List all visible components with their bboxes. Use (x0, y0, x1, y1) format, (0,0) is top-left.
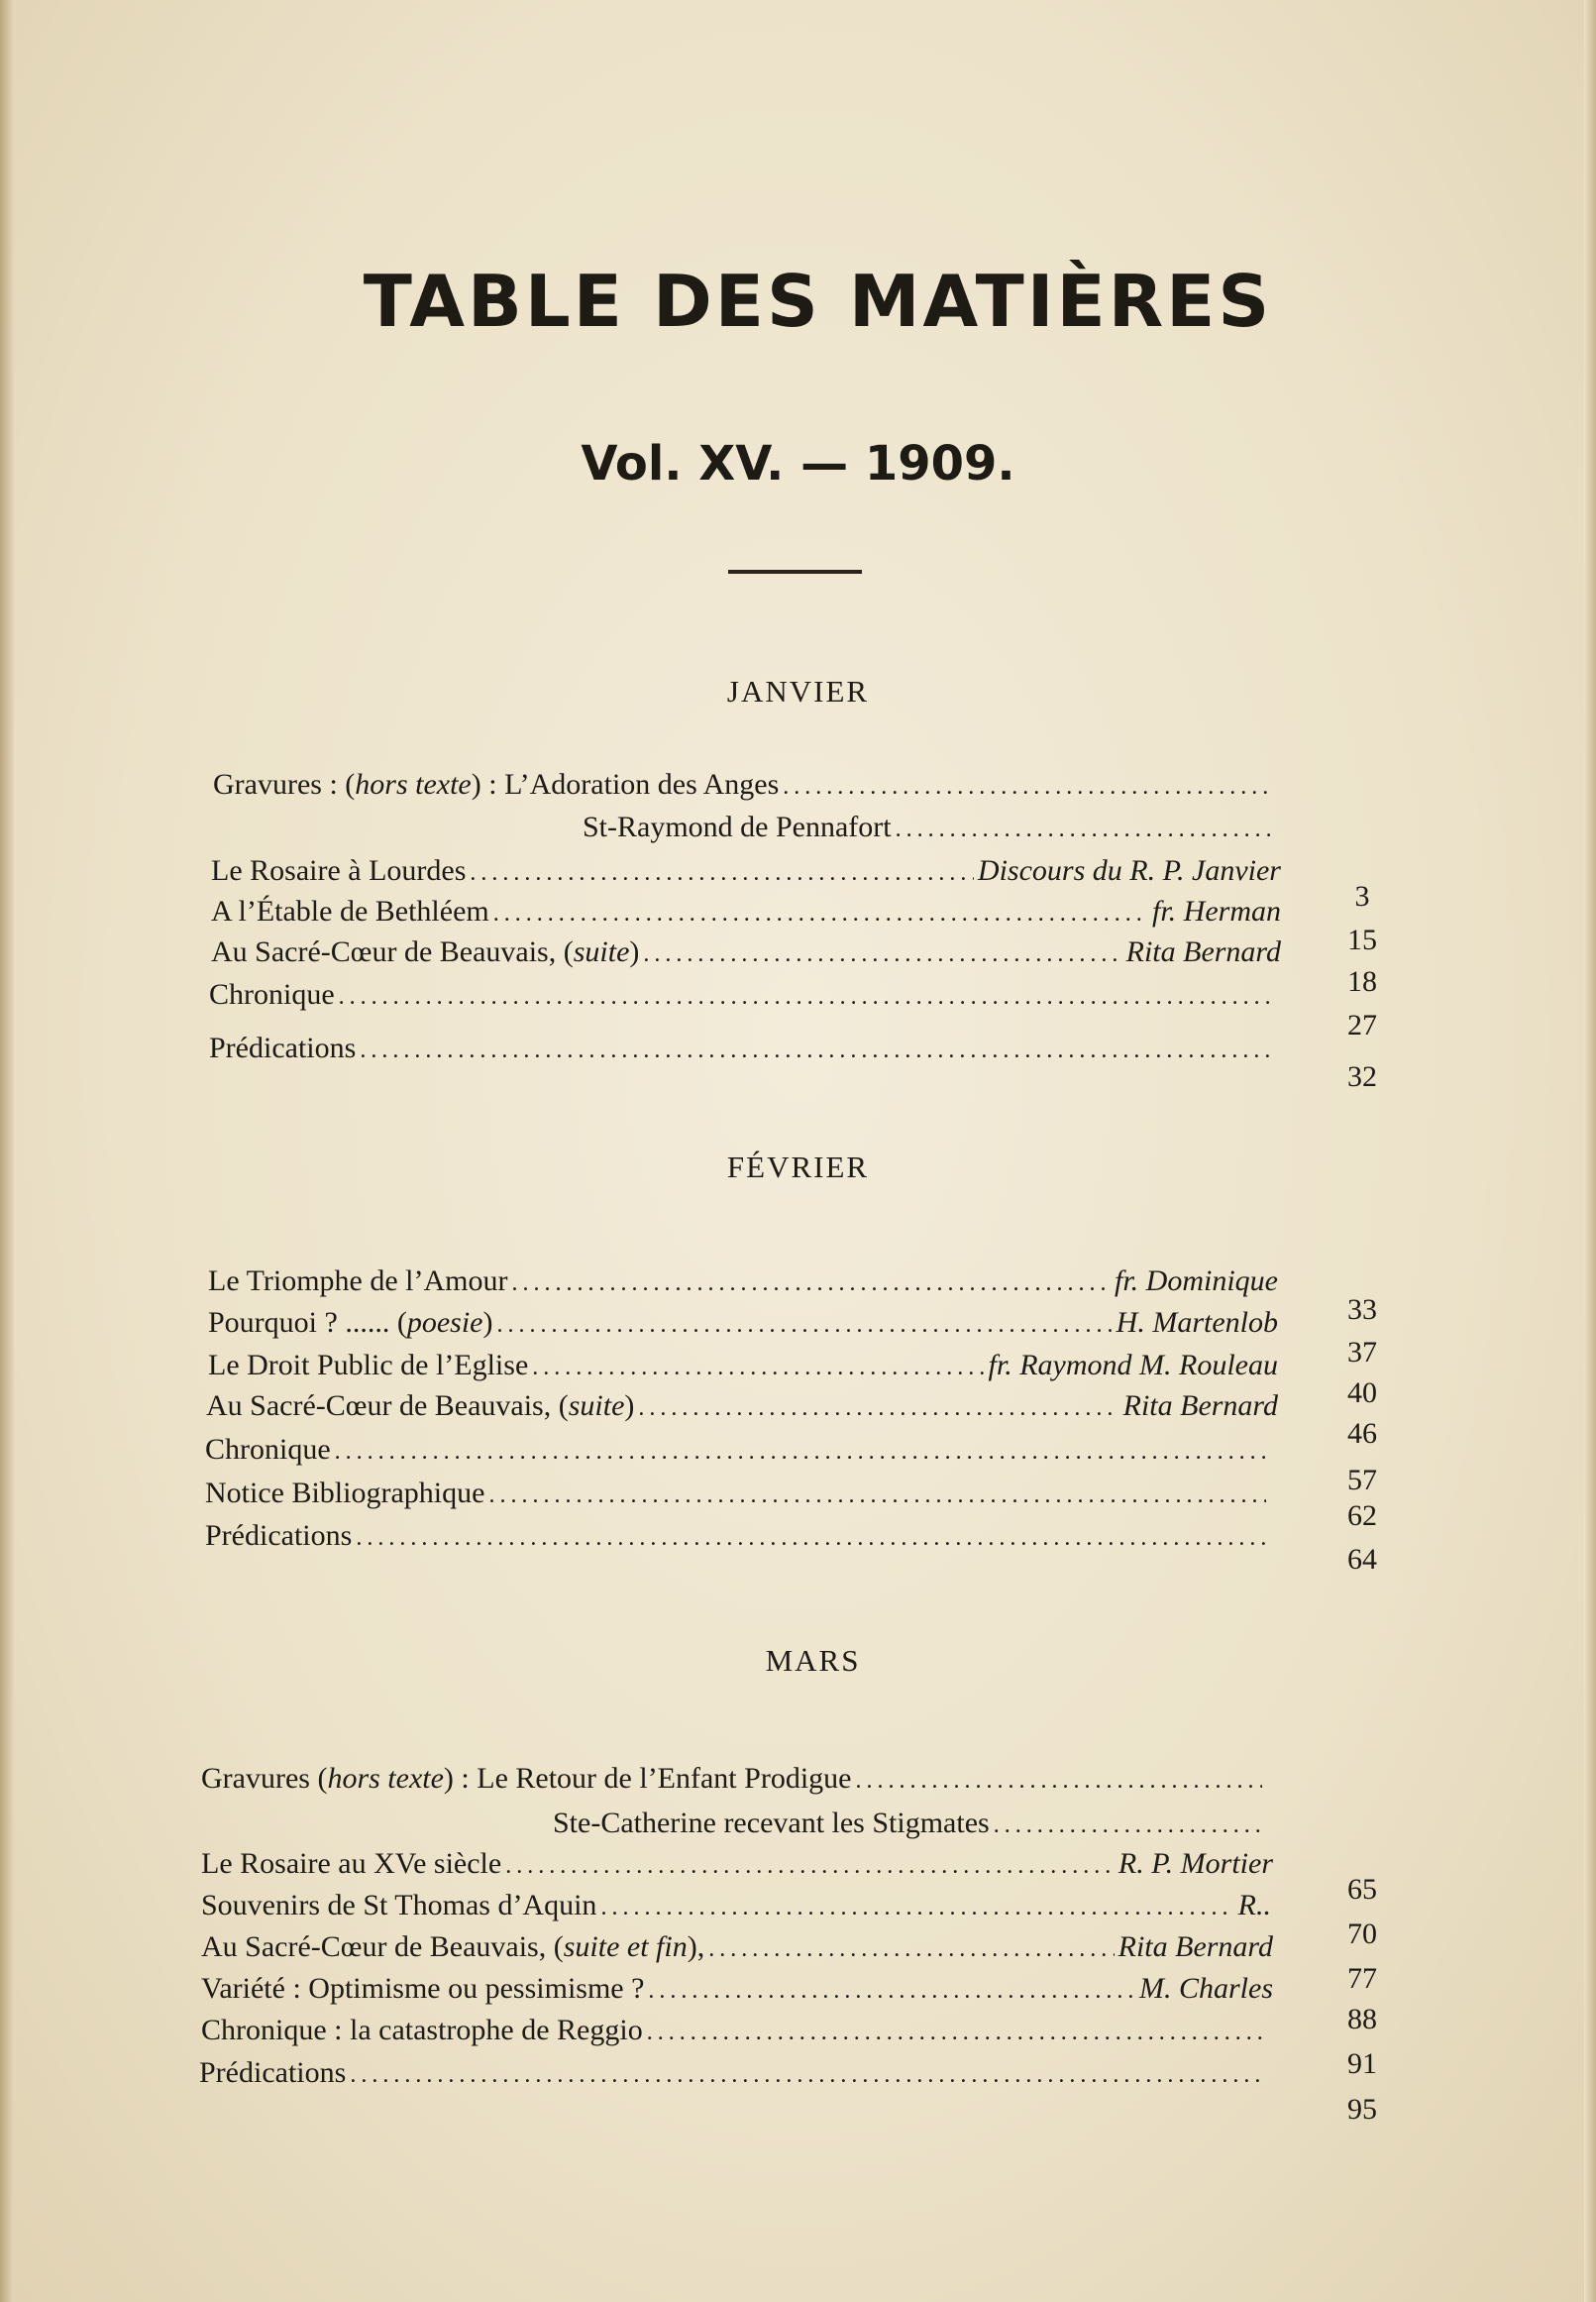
author: fr. Raymond M. Rouleau (988, 1349, 1278, 1381)
page-number: 64 (1347, 1543, 1377, 1576)
toc-entry: Le Rosaire au XVe siècle ..... R. P. Mortier (201, 1847, 1273, 1887)
toc-entry: Gravures (hors texte) : Le Retour de l’Enfant Prodigue ..... (201, 1762, 1266, 1802)
toc-entry: Au Sacré-Cœur de Beauvais, (suite) ..... Rita Bernard (211, 935, 1281, 975)
author: fr. Herman (1151, 895, 1281, 928)
toc-entry: Prédications ..... (199, 2056, 1266, 2096)
toc-entry: Chronique ..... (205, 1433, 1270, 1473)
divider-rule (728, 570, 862, 574)
page-title: TABLE DES MATIÈRES (363, 260, 1273, 343)
toc-entry: Prédications ..... (209, 1032, 1274, 1071)
toc-entry: Le Droit Public de l’Eglise ..... fr. Raymond M. Rouleau (208, 1349, 1278, 1388)
page-number: 91 (1347, 2047, 1377, 2080)
page-number: 46 (1347, 1417, 1377, 1450)
author: R. P. Mortier (1117, 1847, 1273, 1880)
page-number: 57 (1347, 1464, 1377, 1496)
toc-entry: Notice Bibliographique ..... (205, 1477, 1270, 1516)
toc-entry: Prédications ..... (205, 1519, 1270, 1559)
author: Rita Bernard (1122, 1389, 1278, 1422)
month-heading-janvier: JANVIER (726, 674, 870, 709)
toc-entry: Chronique : la catastrophe de Reggio ..... (201, 2014, 1266, 2053)
toc-entry: Le Rosaire à Lourdes ..... Discours du R. P. Janvier (211, 854, 1281, 894)
page-number: 15 (1347, 924, 1377, 956)
page-number: 40 (1347, 1376, 1377, 1409)
toc-entry: A l’Étable de Bethléem ..... fr. Herman (211, 895, 1281, 934)
toc-entry: Pourquoi ? ...... (poesie) ..... H. Martenlob (208, 1306, 1278, 1346)
page-number: 65 (1347, 1873, 1377, 1906)
page-number: 18 (1347, 965, 1377, 998)
page-number: 27 (1347, 1009, 1377, 1041)
toc-entry: Souvenirs de St Thomas d’Aquin ..... R.. (201, 1889, 1271, 1928)
author: Rita Bernard (1125, 935, 1281, 968)
toc-entry: St-Raymond de Pennafort ..... (583, 811, 1278, 850)
page-number: 32 (1347, 1060, 1377, 1093)
page-number: 88 (1347, 2003, 1377, 2035)
page-number: 33 (1347, 1293, 1377, 1326)
month-heading-mars: MARS (765, 1643, 861, 1678)
author: Discours du R. P. Janvier (977, 854, 1281, 887)
author: R.. (1237, 1889, 1271, 1921)
toc-entry: Au Sacré-Cœur de Beauvais, (suite) ..... Rita Bernard (206, 1389, 1278, 1429)
author: fr. Dominique (1115, 1264, 1278, 1297)
author: H. Martenlob (1116, 1306, 1278, 1339)
page-number: 3 (1354, 880, 1370, 913)
page-number: 70 (1347, 1918, 1377, 1950)
page-number: 77 (1347, 1962, 1377, 1995)
volume-subtitle: Vol. XV. — 1909. (581, 436, 1015, 492)
page-number: 62 (1347, 1499, 1377, 1532)
toc-entry: Au Sacré-Cœur de Beauvais, (suite et fin), ..... Rita Bernard (201, 1930, 1273, 1970)
author: M. Charles (1139, 1972, 1273, 2005)
toc-entry: Variété : Optimisme ou pessimisme ? ..... M. Charles (201, 1972, 1273, 2012)
page-number: 37 (1347, 1336, 1377, 1369)
toc-entry: Ste-Catherine recevant les Stigmates ..... (553, 1807, 1266, 1846)
author: Rita Bernard (1117, 1930, 1273, 1963)
toc-entry: Gravures : (hors texte) : L’Adoration des Anges ..... (213, 768, 1278, 808)
toc-entry: Chronique ..... (209, 978, 1274, 1018)
month-heading-fevrier: FÉVRIER (726, 1150, 870, 1184)
toc-entry: Le Triomphe de l’Amour ..... fr. Dominique (208, 1264, 1278, 1304)
page-number: 95 (1347, 2093, 1377, 2126)
